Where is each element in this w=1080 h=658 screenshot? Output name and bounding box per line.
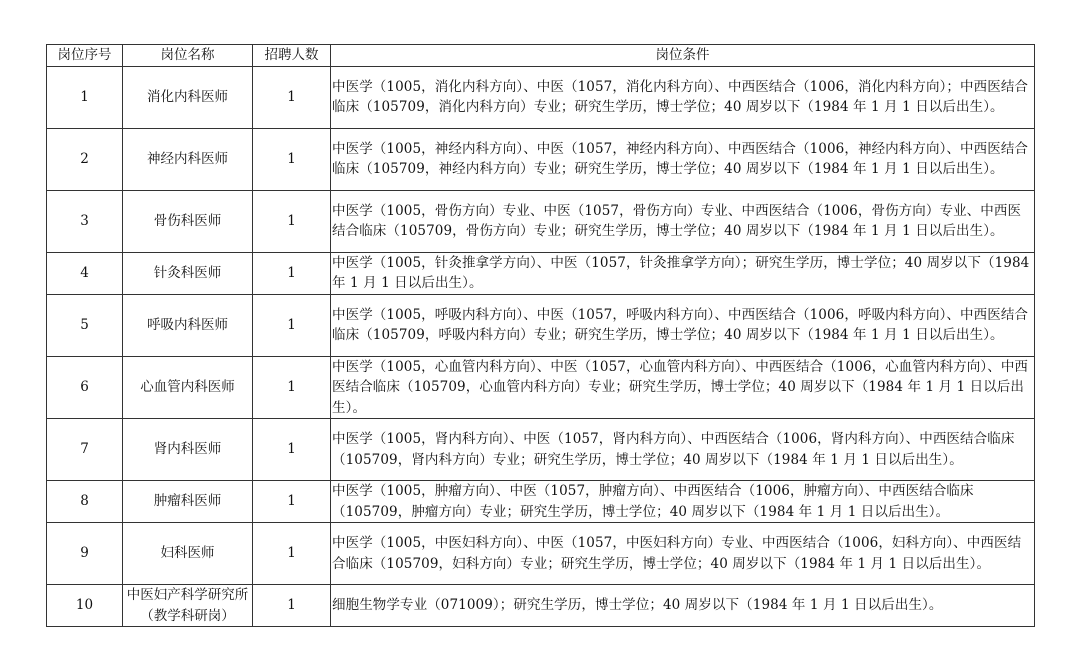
position-requirements: 中医学（1005，肾内科方向）、中医（1057，肾内科方向）、中西医结合（1006，肾内科方向）、中西医结合临床（105709，肾内科方向）专业；研究生学历，博士学位；40 周岁以下（1984 年 1 月 1 日以后出生）。 xyxy=(331,419,1035,481)
header-recruit-count: 招聘人数 xyxy=(253,45,331,67)
position-no: 7 xyxy=(47,419,123,481)
recruit-count: 1 xyxy=(253,294,331,356)
table-row xyxy=(47,252,1035,294)
position-name: 肾内科医师 xyxy=(123,419,253,481)
table-row xyxy=(47,190,1035,252)
recruit-count: 1 xyxy=(253,523,331,585)
position-name: 呼吸内科医师 xyxy=(123,294,253,356)
position-name: 心血管内科医师 xyxy=(123,356,253,419)
position-requirements: 中医学（1005，中医妇科方向）、中医（1057，中医妇科方向）专业、中西医结合（1006，妇科方向）、中西医结合临床（105709，妇科方向）专业；研究生学历，博士学位；40 周岁以下（1984 年 1 月 1 日以后出生）。 xyxy=(331,523,1035,585)
recruit-count: 1 xyxy=(253,481,331,523)
position-no: 9 xyxy=(47,523,123,585)
header-position-no: 岗位序号 xyxy=(47,45,123,67)
position-name: 针灸科医师 xyxy=(123,252,253,294)
position-no: 1 xyxy=(47,66,123,128)
position-requirements: 中医学（1005，针灸推拿学方向）、中医（1057，针灸推拿学方向）；研究生学历，博士学位；40 周岁以下（1984 年 1 月 1 日以后出生）。 xyxy=(331,252,1035,294)
position-no: 3 xyxy=(47,190,123,252)
table-row xyxy=(47,294,1035,356)
position-requirements: 细胞生物学专业（071009）；研究生学历，博士学位；40 周岁以下（1984 年 1 月 1 日以后出生）。 xyxy=(331,585,1035,627)
table-row xyxy=(47,356,1035,419)
table-row xyxy=(47,523,1035,585)
recruit-count: 1 xyxy=(253,356,331,419)
table-row xyxy=(47,128,1035,190)
table-header-row xyxy=(47,45,1035,67)
position-requirements: 中医学（1005，心血管内科方向）、中医（1057，心血管内科方向）、中西医结合（1006，心血管内科方向）、中西医结合临床（105709，心血管内科方向）专业；研究生学历，博士学位；40 周岁以下（1984 年 1 月 1 日以后出生）。 xyxy=(331,356,1035,419)
position-name: 中医妇产科学研究所（教学科研岗） xyxy=(123,585,253,627)
job-requirements-table xyxy=(46,44,1035,627)
position-no: 5 xyxy=(47,294,123,356)
position-name: 消化内科医师 xyxy=(123,66,253,128)
position-no: 2 xyxy=(47,128,123,190)
position-name: 骨伤科医师 xyxy=(123,190,253,252)
recruit-count: 1 xyxy=(253,419,331,481)
position-name: 神经内科医师 xyxy=(123,128,253,190)
header-position-name: 岗位名称 xyxy=(123,45,253,67)
recruit-count: 1 xyxy=(253,585,331,627)
header-requirements: 岗位条件 xyxy=(331,45,1035,67)
table-row xyxy=(47,66,1035,128)
position-no: 6 xyxy=(47,356,123,419)
table-row xyxy=(47,419,1035,481)
position-no: 4 xyxy=(47,252,123,294)
position-requirements: 中医学（1005，神经内科方向）、中医（1057，神经内科方向）、中西医结合（1006，神经内科方向）、中西医结合临床（105709，神经内科方向）专业；研究生学历，博士学位；40 周岁以下（1984 年 1 月 1 日以后出生）。 xyxy=(331,128,1035,190)
position-requirements: 中医学（1005，消化内科方向）、中医（1057，消化内科方向）、中西医结合（1006，消化内科方向）；中西医结合临床（105709，消化内科方向）专业；研究生学历，博士学位；40 周岁以下（1984 年 1 月 1 日以后出生）。 xyxy=(331,66,1035,128)
position-name: 肿瘤科医师 xyxy=(123,481,253,523)
recruit-count: 1 xyxy=(253,66,331,128)
position-requirements: 中医学（1005，呼吸内科方向）、中医（1057，呼吸内科方向）、中西医结合（1006，呼吸内科方向）、中西医结合临床（105709，呼吸内科方向）专业；研究生学历，博士学位；40 周岁以下（1984 年 1 月 1 日以后出生）。 xyxy=(331,294,1035,356)
recruit-count: 1 xyxy=(253,128,331,190)
table-row xyxy=(47,585,1035,627)
recruit-count: 1 xyxy=(253,252,331,294)
position-requirements: 中医学（1005，骨伤方向）专业、中医（1057，骨伤方向）专业、中西医结合（1006，骨伤方向）专业、中西医结合临床（105709，骨伤方向）专业；研究生学历，博士学位；40 周岁以下（1984 年 1 月 1 日以后出生）。 xyxy=(331,190,1035,252)
table-row xyxy=(47,481,1035,523)
position-no: 8 xyxy=(47,481,123,523)
position-name: 妇科医师 xyxy=(123,523,253,585)
position-no: 10 xyxy=(47,585,123,627)
position-requirements: 中医学（1005，肿瘤方向）、中医（1057，肿瘤方向）、中西医结合（1006，肿瘤方向）、中西医结合临床（105709，肿瘤方向）专业；研究生学历，博士学位；40 周岁以下（1984 年 1 月 1 日以后出生）。 xyxy=(331,481,1035,523)
recruit-count: 1 xyxy=(253,190,331,252)
